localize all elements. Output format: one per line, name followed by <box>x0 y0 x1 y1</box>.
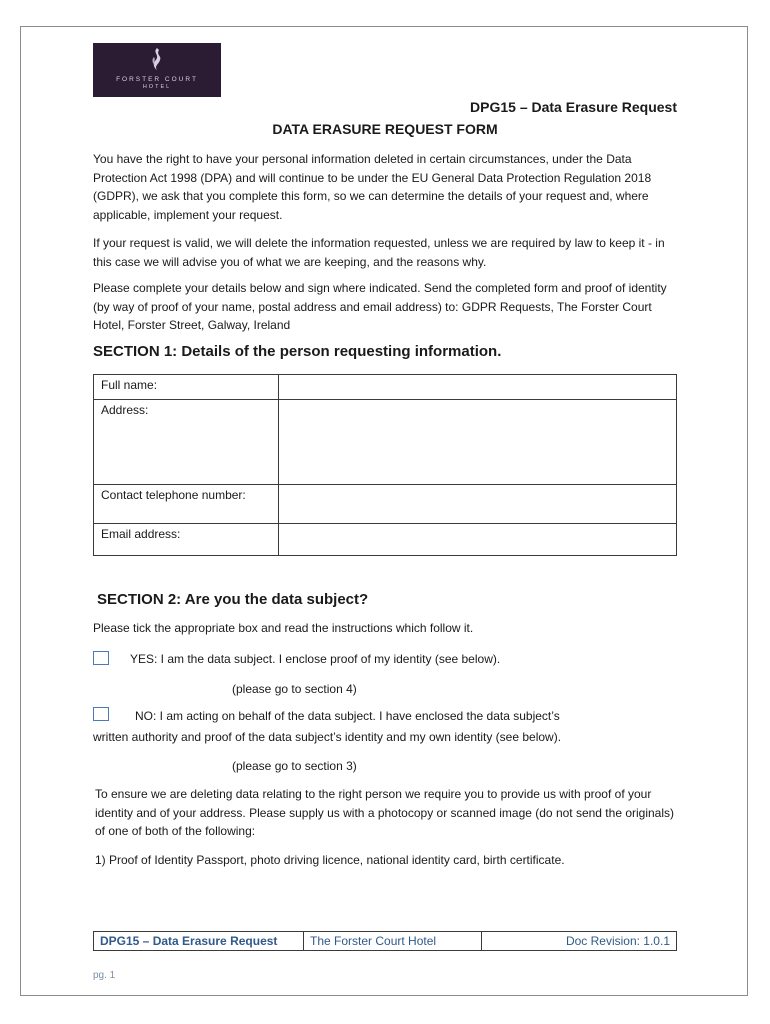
table-row <box>94 400 677 485</box>
flame-logo-icon <box>148 47 166 71</box>
table-row <box>94 524 677 556</box>
proof-item-1: 1) Proof of Identity Passport, photo driving licence, national identity card, birth certificate. <box>95 853 565 867</box>
full-name-field[interactable] <box>279 375 677 400</box>
document-code: DPG15 – Data Erasure Request <box>470 99 677 115</box>
yes-option-label: YES: I am the data subject. I enclose proof of my identity (see below). <box>130 652 501 666</box>
table-row <box>94 375 677 400</box>
no-goto-note: (please go to section 3) <box>232 759 357 773</box>
address-label: Address: <box>94 400 279 485</box>
telephone-label: Contact telephone number: <box>94 485 279 524</box>
email-field[interactable] <box>279 524 677 556</box>
footer-doc-name: DPG15 – Data Erasure Request <box>94 932 304 951</box>
footer-table <box>93 931 677 951</box>
proof-paragraph: To ensure we are deleting data relating to the right person we require you to provide us with proof of your identity and of your address. Please supply us with a photocopy or scanned image (do not send the originals) of one of both of the following: <box>95 787 675 838</box>
intro-paragraph-instructions: Please complete your details below and sign where indicated. Send the completed form and proof of identity (by way of proof of your name, postal address and email address) to: GDPR Requests, The Forster Court Hotel, Forster Street, Galway, Ireland <box>93 281 667 332</box>
no-option-label-line2: written authority and proof of the data subject’s identity and my own identity (see below). <box>93 730 562 744</box>
section1-heading: SECTION 1: Details of the person requesting information. <box>93 343 502 360</box>
logo-text-line2: HOTEL <box>142 84 172 90</box>
email-label: Email address: <box>94 524 279 556</box>
intro-paragraph-rights: You have the right to have your personal information deleted in certain circumstances, under the Data Protection Act 1998 (DPA) and will continue to be under the EU General Data Protection Regulation 2018 (GDPR), we ask that you complete this form, so we can determine the details of your request and, where applicable, implement your request. <box>93 152 652 222</box>
requester-details-table <box>93 374 677 556</box>
page-number: pg. 1 <box>93 970 116 981</box>
table-row <box>94 932 677 951</box>
section2-heading: SECTION 2: Are you the data subject? <box>97 591 369 608</box>
logo-text-line1: FORSTER COURT <box>116 76 198 83</box>
full-name-label: Full name: <box>94 375 279 400</box>
footer-org: The Forster Court Hotel <box>304 932 482 951</box>
address-field[interactable] <box>279 400 677 485</box>
yes-goto-note: (please go to section 4) <box>232 682 357 696</box>
form-title: DATA ERASURE REQUEST FORM <box>272 121 498 137</box>
intro-paragraph-validity: If your request is valid, we will delete the information requested, unless we are required by law to keep it - in this case we will advise you of what we are keeping, and the reasons why. <box>93 236 665 269</box>
no-option-label-line1: NO: I am acting on behalf of the data subject. I have enclosed the data subject’s <box>135 709 560 723</box>
footer-revision: Doc Revision: 1.0.1 <box>482 932 677 951</box>
hotel-logo <box>93 43 221 97</box>
yes-checkbox[interactable] <box>93 651 109 665</box>
telephone-field[interactable] <box>279 485 677 524</box>
section2-instruction: Please tick the appropriate box and read the instructions which follow it. <box>93 621 474 635</box>
no-checkbox[interactable] <box>93 707 109 721</box>
table-row <box>94 485 677 524</box>
